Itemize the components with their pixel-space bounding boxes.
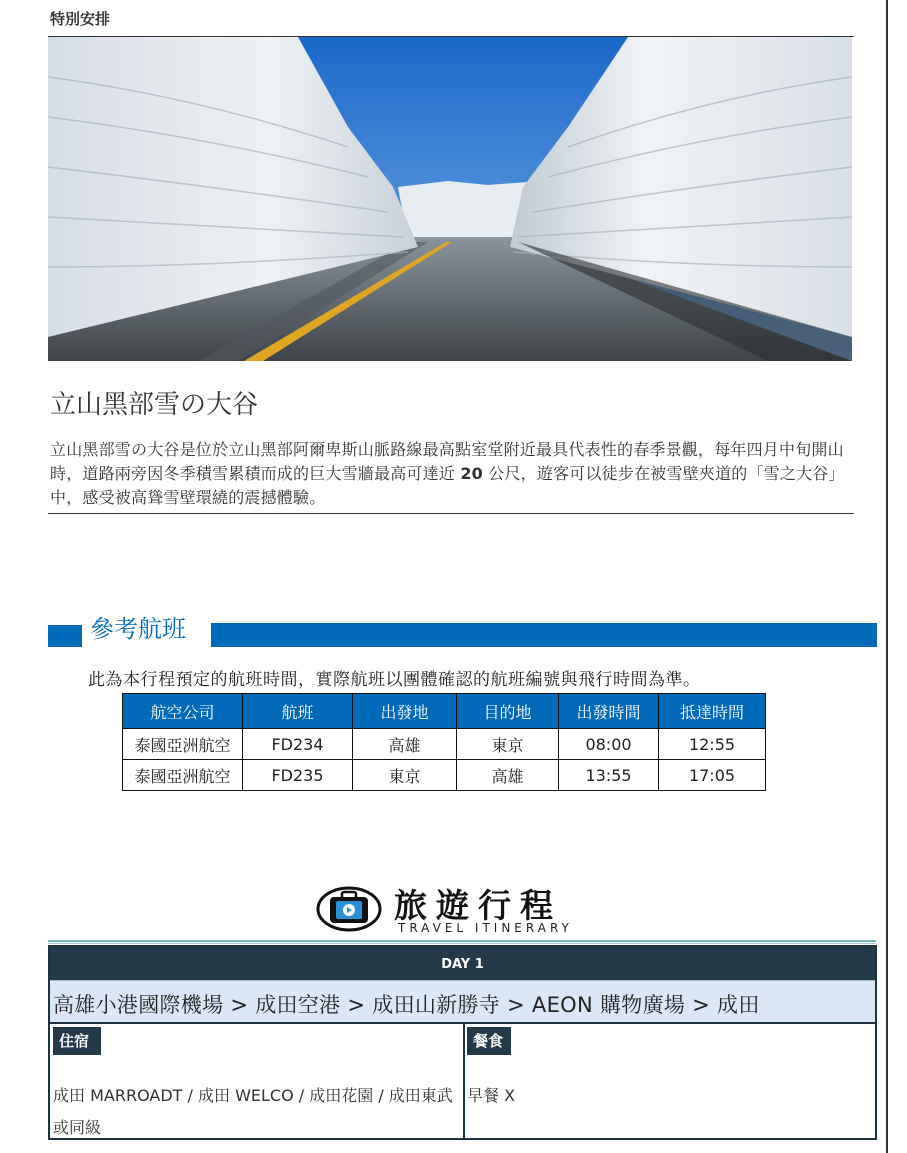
attraction-description <box>50 438 855 510</box>
suitcase-icon <box>316 884 382 932</box>
cell-arrival-time: 17:05 <box>659 760 766 791</box>
table-row <box>123 760 766 791</box>
cell-airline: 泰國亞洲航空 <box>123 729 243 760</box>
day-1-panel <box>48 945 877 1140</box>
attraction-title: 立山黑部雪の大谷 <box>50 390 259 420</box>
cell-destination: 東京 <box>457 729 559 760</box>
table-row <box>123 729 766 760</box>
itinerary-logo <box>316 880 616 940</box>
col-arrival-time: 抵達時間 <box>659 694 766 729</box>
column-divider <box>463 1024 465 1138</box>
cell-destination: 高雄 <box>457 760 559 791</box>
route-row <box>50 980 875 1024</box>
col-flight-no: 航班 <box>243 694 353 729</box>
snow-wall-illustration <box>48 37 852 361</box>
cell-flight-no: FD234 <box>243 729 353 760</box>
cell-departure-time: 13:55 <box>559 760 659 791</box>
cell-arrival-time: 12:55 <box>659 729 766 760</box>
stay-value: 成田 MARROADT / 成田 WELCO / 成田花園 / 成田東武或同級 <box>53 1086 453 1137</box>
stay-label: 住宿 <box>53 1027 101 1055</box>
flight-note: 此為本行程預定的航班時間，實際航班以團體確認的航班編號與飛行時間為準。 <box>88 670 701 690</box>
flight-heading: 參考航班 <box>90 615 186 643</box>
desc-part-2: 公尺，遊客可以徒步在被雪壁夾道的「雪之大谷」中，感受被高聳雪壁環繞的震撼體驗。 <box>50 464 845 507</box>
col-departure-time: 出發時間 <box>559 694 659 729</box>
description-divider <box>48 513 854 514</box>
route-text: 高雄小港國際機場 > 成田空港 > 成田山新勝寺 > AEON 購物廣場 > 成田 <box>53 993 760 1017</box>
cell-departure-time: 08:00 <box>559 729 659 760</box>
cell-origin: 高雄 <box>353 729 457 760</box>
flight-table-header <box>123 694 766 729</box>
col-airline: 航空公司 <box>123 694 243 729</box>
meal-label: 餐食 <box>467 1027 511 1055</box>
meal-value: 早餐 X <box>467 1086 516 1105</box>
desc-height-number: 20 <box>460 464 483 483</box>
itinerary-divider-thin <box>48 943 876 944</box>
desc-part-1: 立山黑部雪の大谷是位於立山黑部阿爾卑斯山脈路線最高點室堂附近最具代表性的春季景觀，每年四月中旬開山時，道路兩旁因冬季積雪累積而成的巨大雪牆最高可達近 <box>50 440 844 483</box>
itinerary-divider <box>48 940 876 942</box>
itinerary-title: 旅遊行程 <box>394 886 562 925</box>
col-destination: 目的地 <box>457 694 559 729</box>
col-origin: 出發地 <box>353 694 457 729</box>
special-arrangement-label: 特別安排 <box>50 10 111 28</box>
cell-origin: 東京 <box>353 760 457 791</box>
flight-heading-bar-left <box>48 625 82 647</box>
page-right-border <box>886 0 888 1153</box>
cell-airline: 泰國亞洲航空 <box>123 760 243 791</box>
flight-table <box>122 693 766 791</box>
cell-flight-no: FD235 <box>243 760 353 791</box>
flight-heading-bar-right <box>211 623 877 647</box>
itinerary-subtitle: TRAVEL ITINERARY <box>398 921 573 935</box>
snow-wall-photo <box>48 37 852 361</box>
day-label: DAY 1 <box>50 947 875 980</box>
